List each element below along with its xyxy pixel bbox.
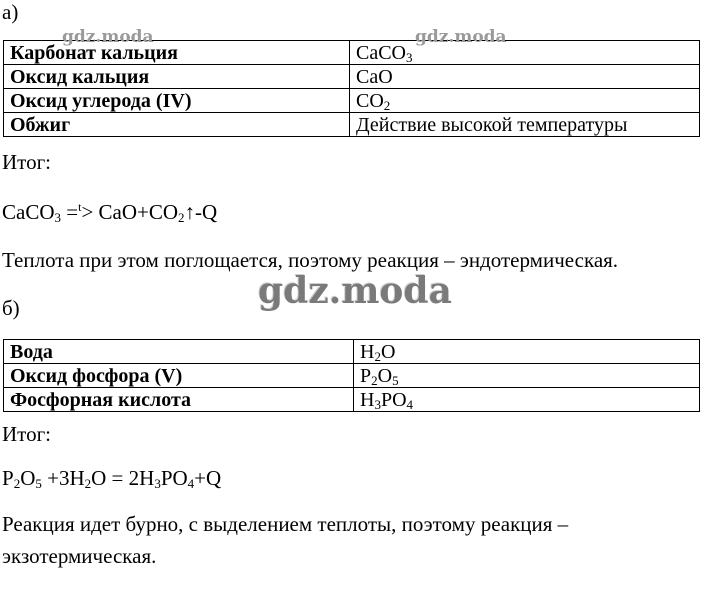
table-row bbox=[4, 388, 700, 412]
compound-formula: $CO_2$ bbox=[350, 89, 700, 113]
part-a-conclusion: Теплота при этом поглощается, поэтому реакция – эндотермическая. bbox=[2, 248, 619, 272]
compound-name: Фосфорная кислота bbox=[4, 388, 354, 412]
compound-formula: $P_2O_5$ bbox=[354, 364, 700, 388]
part-b-conclusion-line2: экзотермическая. bbox=[2, 544, 157, 568]
compound-formula: CaO bbox=[350, 65, 700, 89]
compound-name: Оксид углерода (IV) bbox=[4, 89, 350, 113]
compound-formula: Действие высокой температуры bbox=[350, 113, 700, 137]
part-b-itog: Итог: bbox=[2, 422, 52, 446]
watermark-center: gdz.moda bbox=[258, 270, 452, 312]
compound-name: Оксид кальция bbox=[4, 65, 350, 89]
part-a-label: а) bbox=[2, 0, 19, 24]
table-a bbox=[3, 40, 700, 137]
watermark-right: gdz.moda bbox=[415, 27, 507, 47]
part-b-label: б) bbox=[2, 296, 20, 320]
compound-formula: $H_3PO_4$ bbox=[354, 388, 700, 412]
table-row bbox=[4, 364, 700, 388]
compound-name: Вода bbox=[4, 340, 354, 364]
table-row bbox=[4, 65, 700, 89]
part-b-equation: $P_2O_5 +3H_2O = 2H_3PO_4+Q$ bbox=[2, 466, 222, 491]
table-row bbox=[4, 113, 700, 137]
compound-name: Оксид фосфора (V) bbox=[4, 364, 354, 388]
table-row bbox=[4, 340, 700, 364]
watermark-left: gdz.moda bbox=[62, 27, 154, 47]
compound-name: Обжиг bbox=[4, 113, 350, 137]
table-row bbox=[4, 89, 700, 113]
table-b bbox=[3, 339, 700, 412]
part-a-itog: Итог: bbox=[2, 150, 52, 174]
compound-formula: $H_2O$ bbox=[354, 340, 700, 364]
part-a-equation: CaCO$_3$ $=^t> CaO+CO_2↑-Q$ bbox=[2, 200, 218, 225]
compound-formula: CaCO$_3$ bbox=[350, 41, 700, 65]
part-b-conclusion-line1: Реакция идет бурно, с выделением теплоты, поэтому реакция – bbox=[2, 512, 569, 536]
compound-name: Карбонат кальция bbox=[4, 41, 350, 65]
